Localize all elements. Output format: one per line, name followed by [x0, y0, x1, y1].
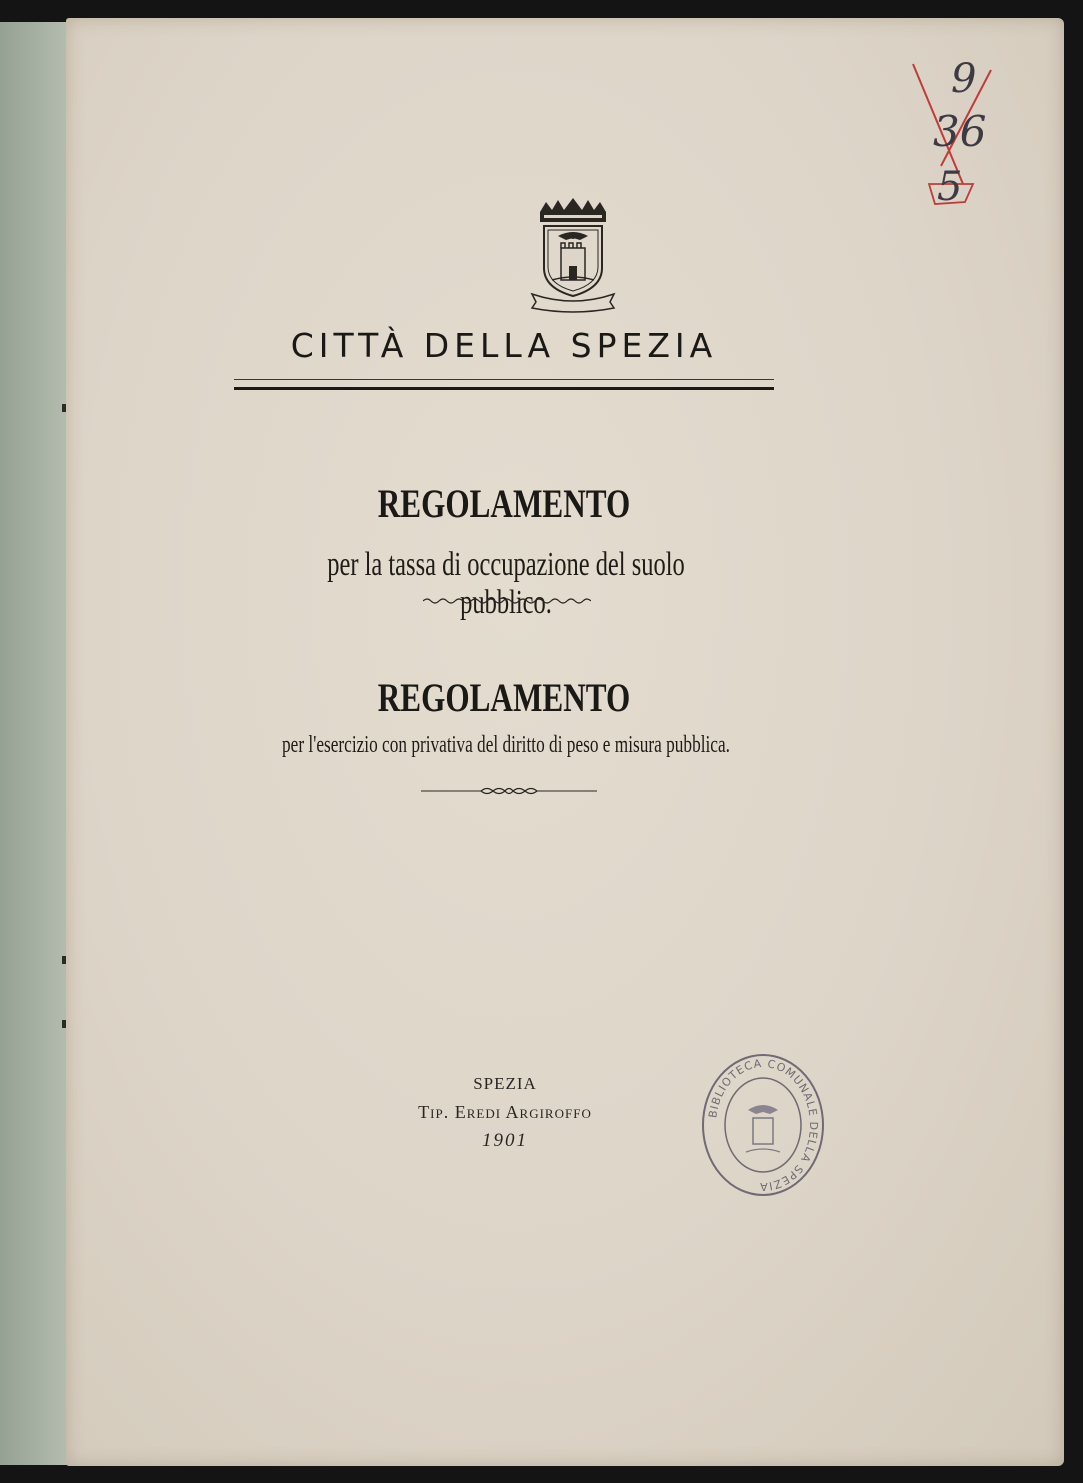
heading-2: REGOLAMENTO [377, 675, 631, 720]
stamp-text: BIBLIOTECA COMUNALE DELLA SPEZIA [706, 1056, 821, 1194]
subtitle-1: per la tassa di occupazione del suolo pubblico. [327, 546, 685, 621]
subtitle-2: per l'esercizio con privativa del diritto di peso e misura pubblica. [282, 732, 730, 758]
imprint-place: SPEZIA [473, 1074, 537, 1093]
shelfmark-line-1: 9 [951, 56, 977, 102]
title-rule-thin [234, 379, 774, 380]
title-rule-thick [234, 387, 774, 390]
wavy-divider [423, 596, 591, 606]
shelfmark-line-3: 5 [937, 164, 963, 210]
handwritten-shelfmark [905, 44, 995, 214]
imprint-printer: Tip. Eredi Argiroffo [418, 1102, 592, 1122]
imprint-year: 1901 [482, 1130, 528, 1151]
shelfmark-line-2: 36 [933, 107, 987, 156]
city-title: CITTÀ DELLA SPEZIA [290, 326, 718, 365]
library-stamp [700, 1052, 826, 1198]
heading-1: REGOLAMENTO [377, 481, 631, 526]
title-page [66, 18, 1064, 1466]
ornamental-divider [421, 784, 597, 798]
coat-of-arms-icon [528, 198, 618, 316]
